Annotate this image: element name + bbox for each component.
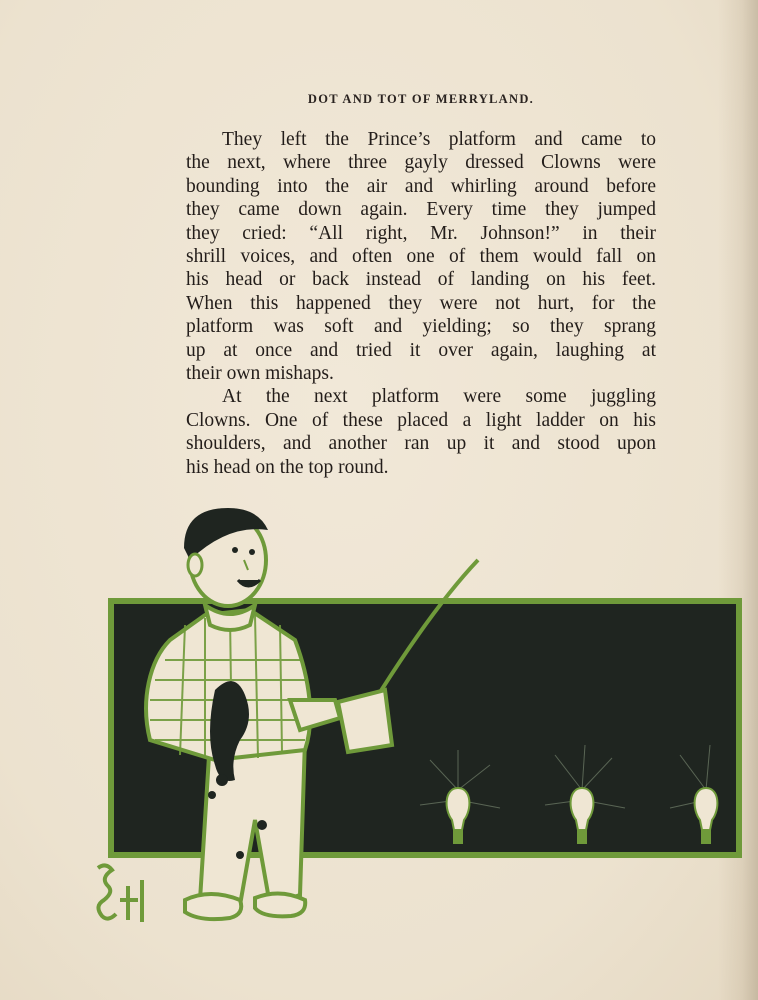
text-line: shrill voices, and often one of them would fall on <box>186 246 656 268</box>
body-text <box>186 128 656 479</box>
text-line: his head on the top round. <box>186 456 389 478</box>
text-line: At the next platform were some juggling <box>222 386 656 408</box>
text-line: the next, where three gayly dressed Clowns were <box>186 152 656 174</box>
text-line: They left the Prince’s platform and came to <box>222 129 656 150</box>
text-line: they came down again. Every time they jumped <box>186 199 656 221</box>
running-head: DOT AND TOT OF MERRYLAND. <box>307 92 535 106</box>
text-line: platform was soft and yielding; so they sprang <box>186 316 656 338</box>
text-line: up at once and tried it over again, laughing at <box>186 339 656 361</box>
text-line: Clowns. One of these placed a light ladder on his <box>186 409 656 431</box>
text-line: When this happened they were not hurt, for the <box>186 292 656 314</box>
clown-illustration <box>0 490 758 950</box>
text-line: their own mishaps. <box>186 363 334 385</box>
text-line: they cried: “All right, Mr. Johnson!” in their <box>186 222 656 244</box>
text-line: his head or back instead of landing on his feet. <box>186 269 656 291</box>
text-line: shoulders, and another ran up it and stood upon <box>186 433 656 455</box>
artist-monogram-icon <box>98 865 142 922</box>
text-line: bounding into the air and whirling around before <box>186 175 656 197</box>
